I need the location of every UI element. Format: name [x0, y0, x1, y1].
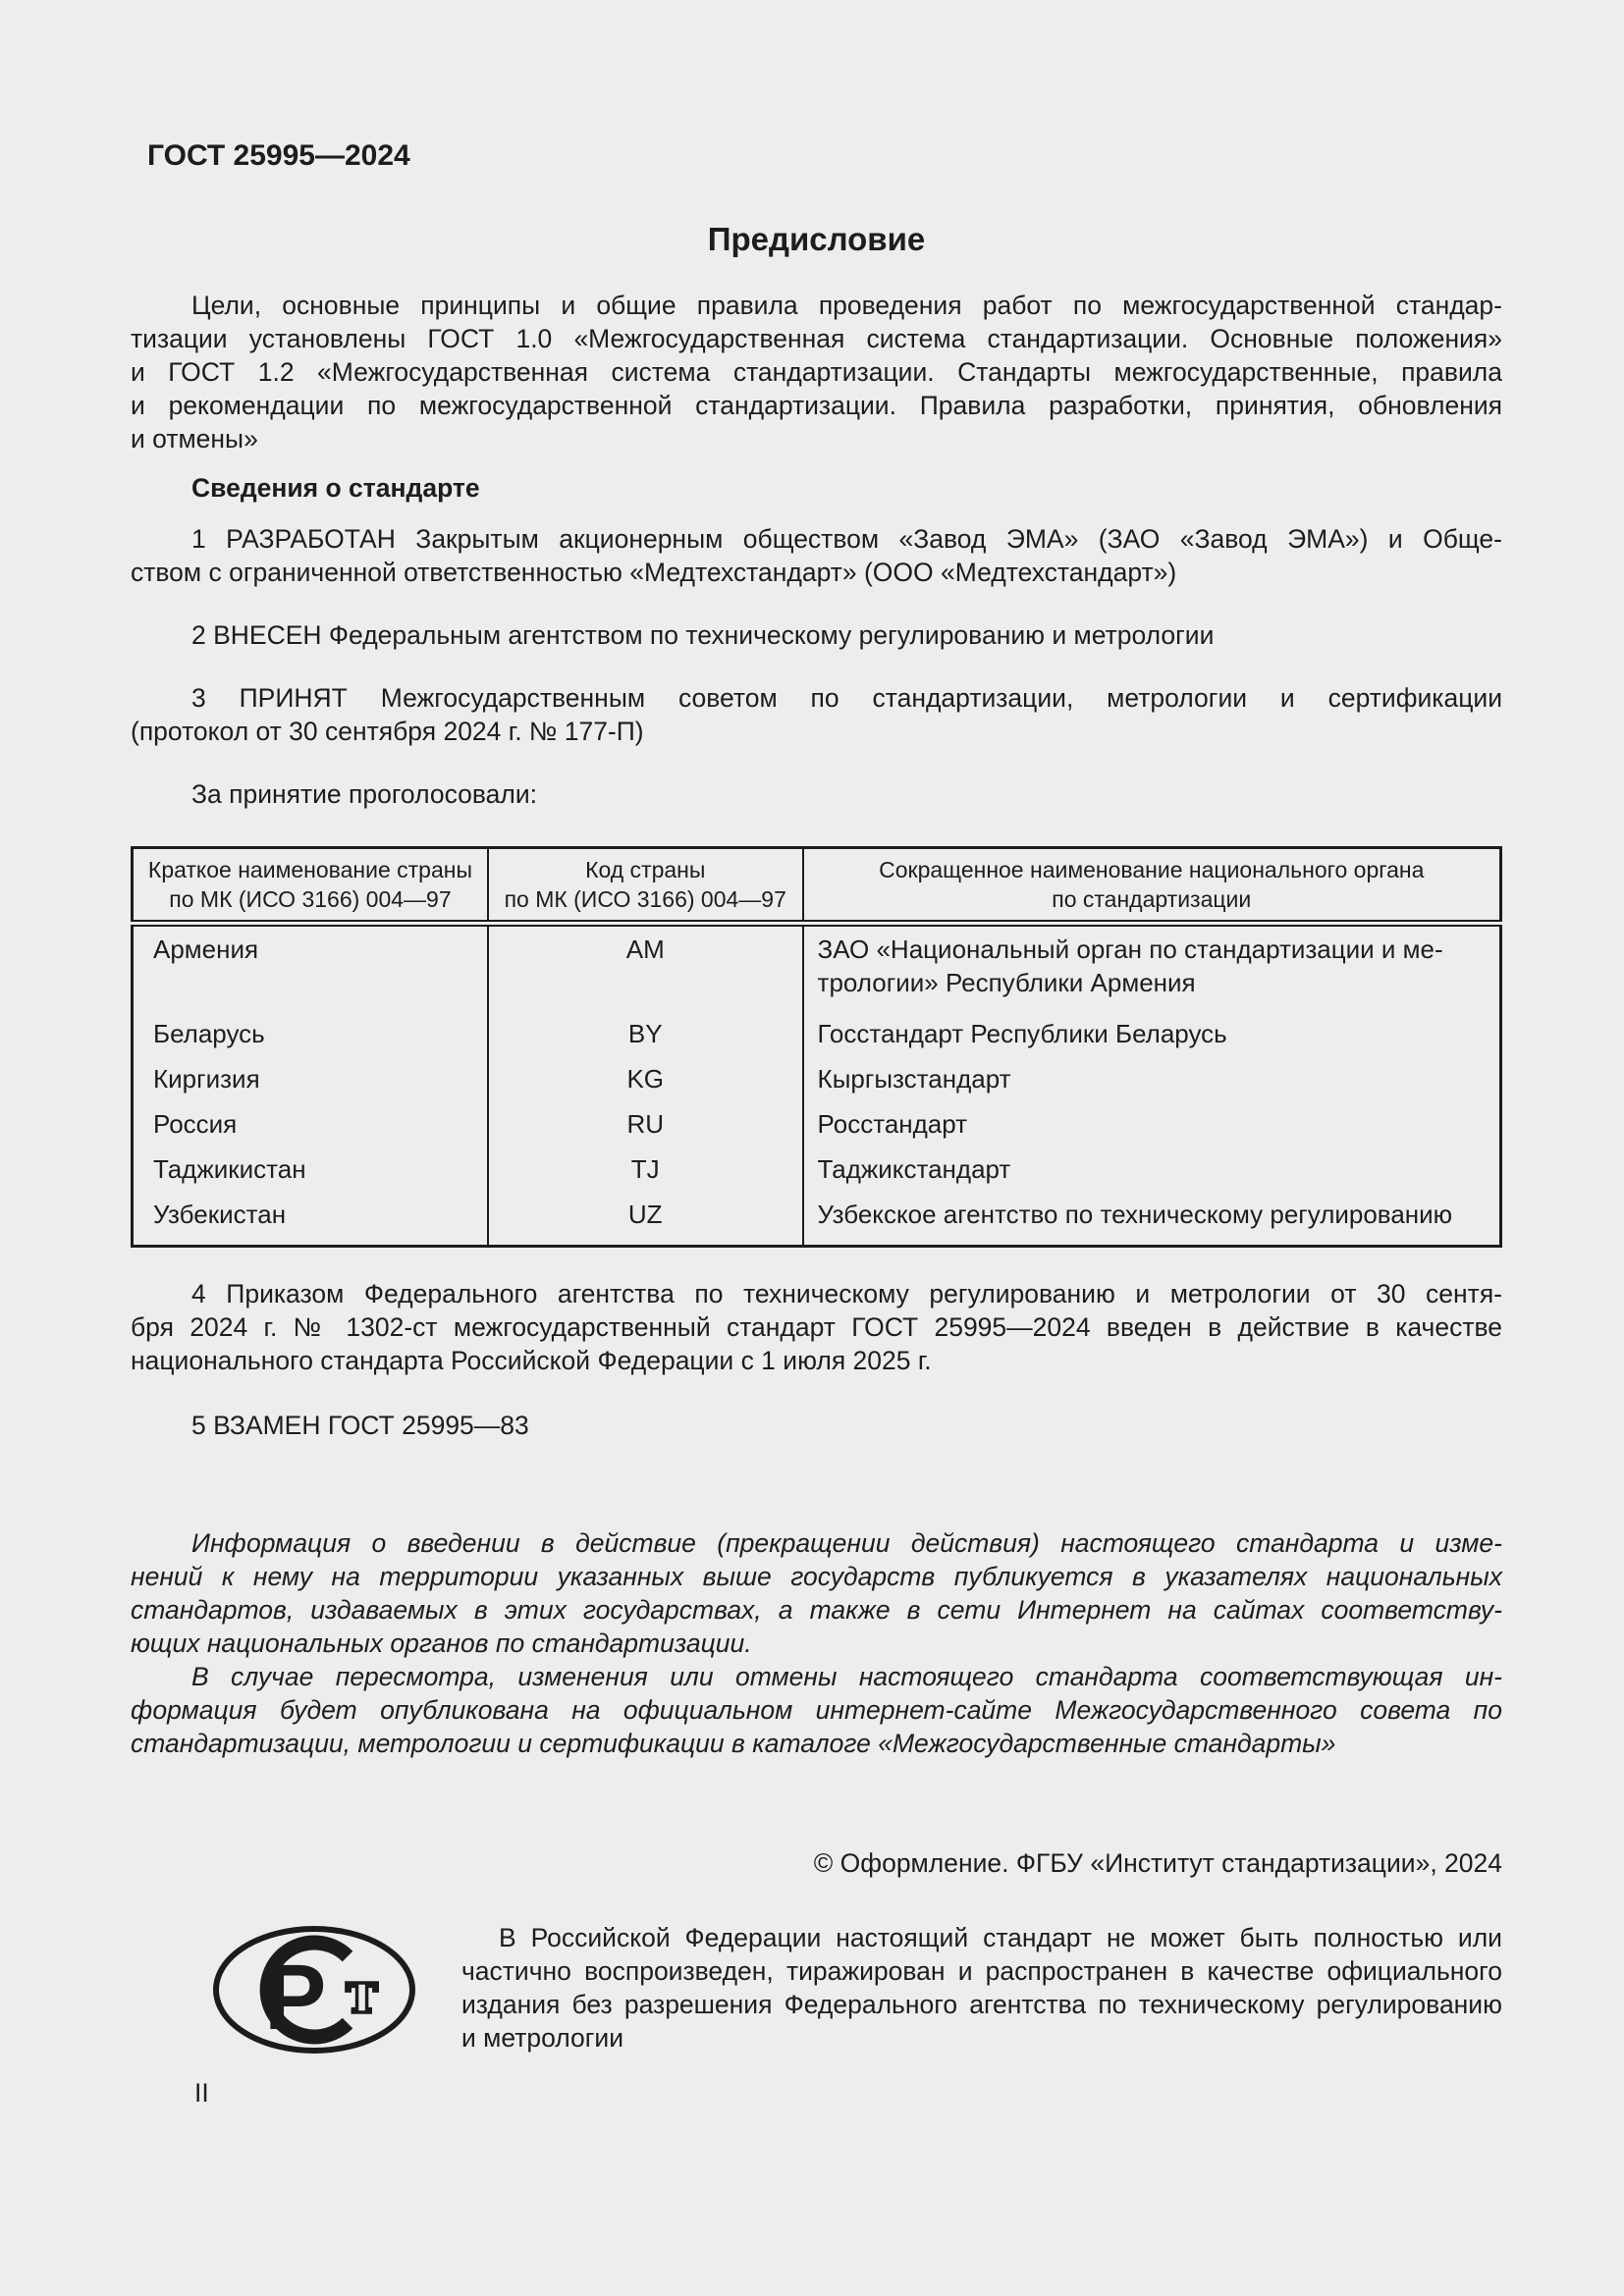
org-cell — [803, 1011, 1501, 1056]
text-line: издания без разрешения Федерального агентства по техническому регулированию — [461, 1990, 1502, 2019]
rst-certification-logo — [209, 1921, 419, 2058]
table-row — [133, 1011, 1501, 1056]
text-line: В Российской Федерации настоящий стандарт не может быть полностью или — [499, 1923, 1502, 1952]
header-line: по МК (ИСО 3166) 004—97 — [504, 886, 786, 912]
text-line: ющих национальных органов по стандартизации. — [131, 1629, 752, 1658]
text-line: частично воспроизведен, тиражирован и распространен в качестве официального — [461, 1956, 1502, 1986]
vote-intro — [131, 777, 1502, 811]
country-cell: Беларусь — [133, 1011, 488, 1056]
code-cell: AM — [488, 924, 803, 1012]
page-number: II — [194, 2078, 209, 2108]
code-cell: KG — [488, 1056, 803, 1101]
text-line: 2 ВНЕСЕН Федеральным агентством по техническому регулированию и метрологии — [191, 620, 1215, 650]
header-line: по стандартизации — [1052, 886, 1252, 912]
notice-paragraph — [131, 1526, 1502, 1660]
footer-block — [131, 1921, 1502, 2058]
header-line: Сокращенное наименование национального органа — [879, 857, 1425, 882]
text-line: стандартов, издаваемых в этих государствах, а также в сети Интернет на сайтах соответству- — [131, 1595, 1502, 1625]
org-line: Росстандарт — [817, 1109, 968, 1139]
table-row — [133, 1147, 1501, 1192]
country-cell: Армения — [133, 924, 488, 1012]
text-line: (протокол от 30 сентября 2024 г. № 177-П) — [131, 717, 644, 746]
header-line: по МК (ИСО 3166) 004—97 — [169, 886, 452, 912]
org-line: ЗАО «Национальный орган по стандартизации и ме- — [817, 934, 1443, 964]
org-cell — [803, 924, 1501, 1012]
text-line: 4 Приказом Федерального агентства по техническому регулированию и метрологии от 30 сентя- — [191, 1279, 1502, 1308]
item-submitted — [131, 618, 1502, 652]
org-cell — [803, 1056, 1501, 1101]
column-header-code — [488, 848, 803, 924]
table-row — [133, 1192, 1501, 1247]
text-line: За принятие проголосовали: — [191, 779, 538, 809]
text-line: и отмены» — [131, 424, 258, 454]
intro-paragraph — [131, 289, 1502, 455]
org-line: Узбекское агентство по техническому регулированию — [817, 1200, 1453, 1229]
voting-table — [131, 846, 1502, 1248]
column-header-country — [133, 848, 488, 924]
table-row — [133, 924, 1501, 1012]
country-cell: Киргизия — [133, 1056, 488, 1101]
org-line: Кыргызстандарт — [817, 1064, 1011, 1094]
org-line: Таджикстандарт — [817, 1154, 1011, 1184]
country-cell: Таджикистан — [133, 1147, 488, 1192]
org-cell — [803, 1147, 1501, 1192]
org-line: трологии» Республики Армения — [817, 968, 1196, 997]
reproduction-restriction — [461, 1921, 1502, 2055]
text-line: 1 РАЗРАБОТАН Закрытым акционерным обществом «Завод ЭМА» (ЗАО «Завод ЭМА») и Обще- — [191, 524, 1502, 554]
page-title: Предисловие — [707, 221, 926, 257]
text-line: бря 2024 г. № 1302-ст межгосударственный стандарт ГОСТ 25995—2024 введен в действие в качестве — [131, 1312, 1502, 1342]
document-code: ГОСТ 25995—2024 — [147, 139, 410, 172]
org-line: Госстандарт Республики Беларусь — [817, 1019, 1227, 1048]
code-cell: UZ — [488, 1192, 803, 1247]
item-replaced — [131, 1409, 1502, 1442]
text-line: и метрологии — [461, 2023, 624, 2053]
header-line: Краткое наименование страны — [147, 857, 472, 882]
logo-letter-t: т — [345, 1959, 380, 2026]
page-content — [131, 0, 1502, 2109]
notice-block — [131, 1526, 1502, 1760]
text-line: нений к нему на территории указанных выше государств публикуется в указателях национальных — [131, 1562, 1502, 1591]
text-line: и ГОСТ 1.2 «Межгосударственная система стандартизации. Стандарты межгосударственные, правила — [131, 357, 1502, 387]
table-header-row — [133, 848, 1501, 924]
standard-info-heading: Сведения о стандарте — [191, 473, 480, 503]
text-line: ством с ограниченной ответственностью «Медтехстандарт» (ООО «Медтехстандарт») — [131, 558, 1177, 587]
org-cell — [803, 1192, 1501, 1247]
table-body — [133, 924, 1501, 1247]
code-cell: BY — [488, 1011, 803, 1056]
text-line: формация будет опубликована на официальном интернет-сайте Межгосударственного совета по — [131, 1695, 1502, 1725]
table-row — [133, 1056, 1501, 1101]
country-cell: Узбекистан — [133, 1192, 488, 1247]
text-line: Информация о введении в действие (прекращении действия) настоящего стандарта и изме- — [191, 1528, 1502, 1558]
code-cell: TJ — [488, 1147, 803, 1192]
header-line: Код страны — [585, 857, 706, 882]
text-line: стандартизации, метрологии и сертификации в каталоге «Межгосударственные стандарты» — [131, 1729, 1336, 1758]
text-line: Цели, основные принципы и общие правила проведения работ по межгосударственной стандар- — [191, 291, 1502, 320]
text-line: тизации установлены ГОСТ 1.0 «Межгосударственная система стандартизации. Основные положения» — [131, 324, 1502, 353]
item-adopted — [131, 681, 1502, 748]
column-header-org — [803, 848, 1501, 924]
copyright-line: © Оформление. ФГБУ «Институт стандартизации», 2024 — [813, 1848, 1502, 1878]
text-line: национального стандарта Российской Федерации с 1 июля 2025 г. — [131, 1346, 932, 1375]
item-developed — [131, 522, 1502, 589]
org-cell — [803, 1101, 1501, 1147]
text-line: 3 ПРИНЯТ Межгосударственным советом по стандартизации, метрологии и сертификации — [191, 683, 1502, 713]
item-enactment — [131, 1277, 1502, 1377]
table-row — [133, 1101, 1501, 1147]
notice-paragraph — [131, 1660, 1502, 1760]
text-line: В случае пересмотра, изменения или отмены настоящего стандарта соответствующая ин- — [191, 1662, 1502, 1691]
code-cell: RU — [488, 1101, 803, 1147]
text-line: и рекомендации по межгосударственной стандартизации. Правила разработки, принятия, обновления — [131, 391, 1502, 420]
country-cell: Россия — [133, 1101, 488, 1147]
logo-letter-r: Р — [264, 1946, 327, 2050]
text-line: 5 ВЗАМЕН ГОСТ 25995—83 — [191, 1411, 529, 1440]
